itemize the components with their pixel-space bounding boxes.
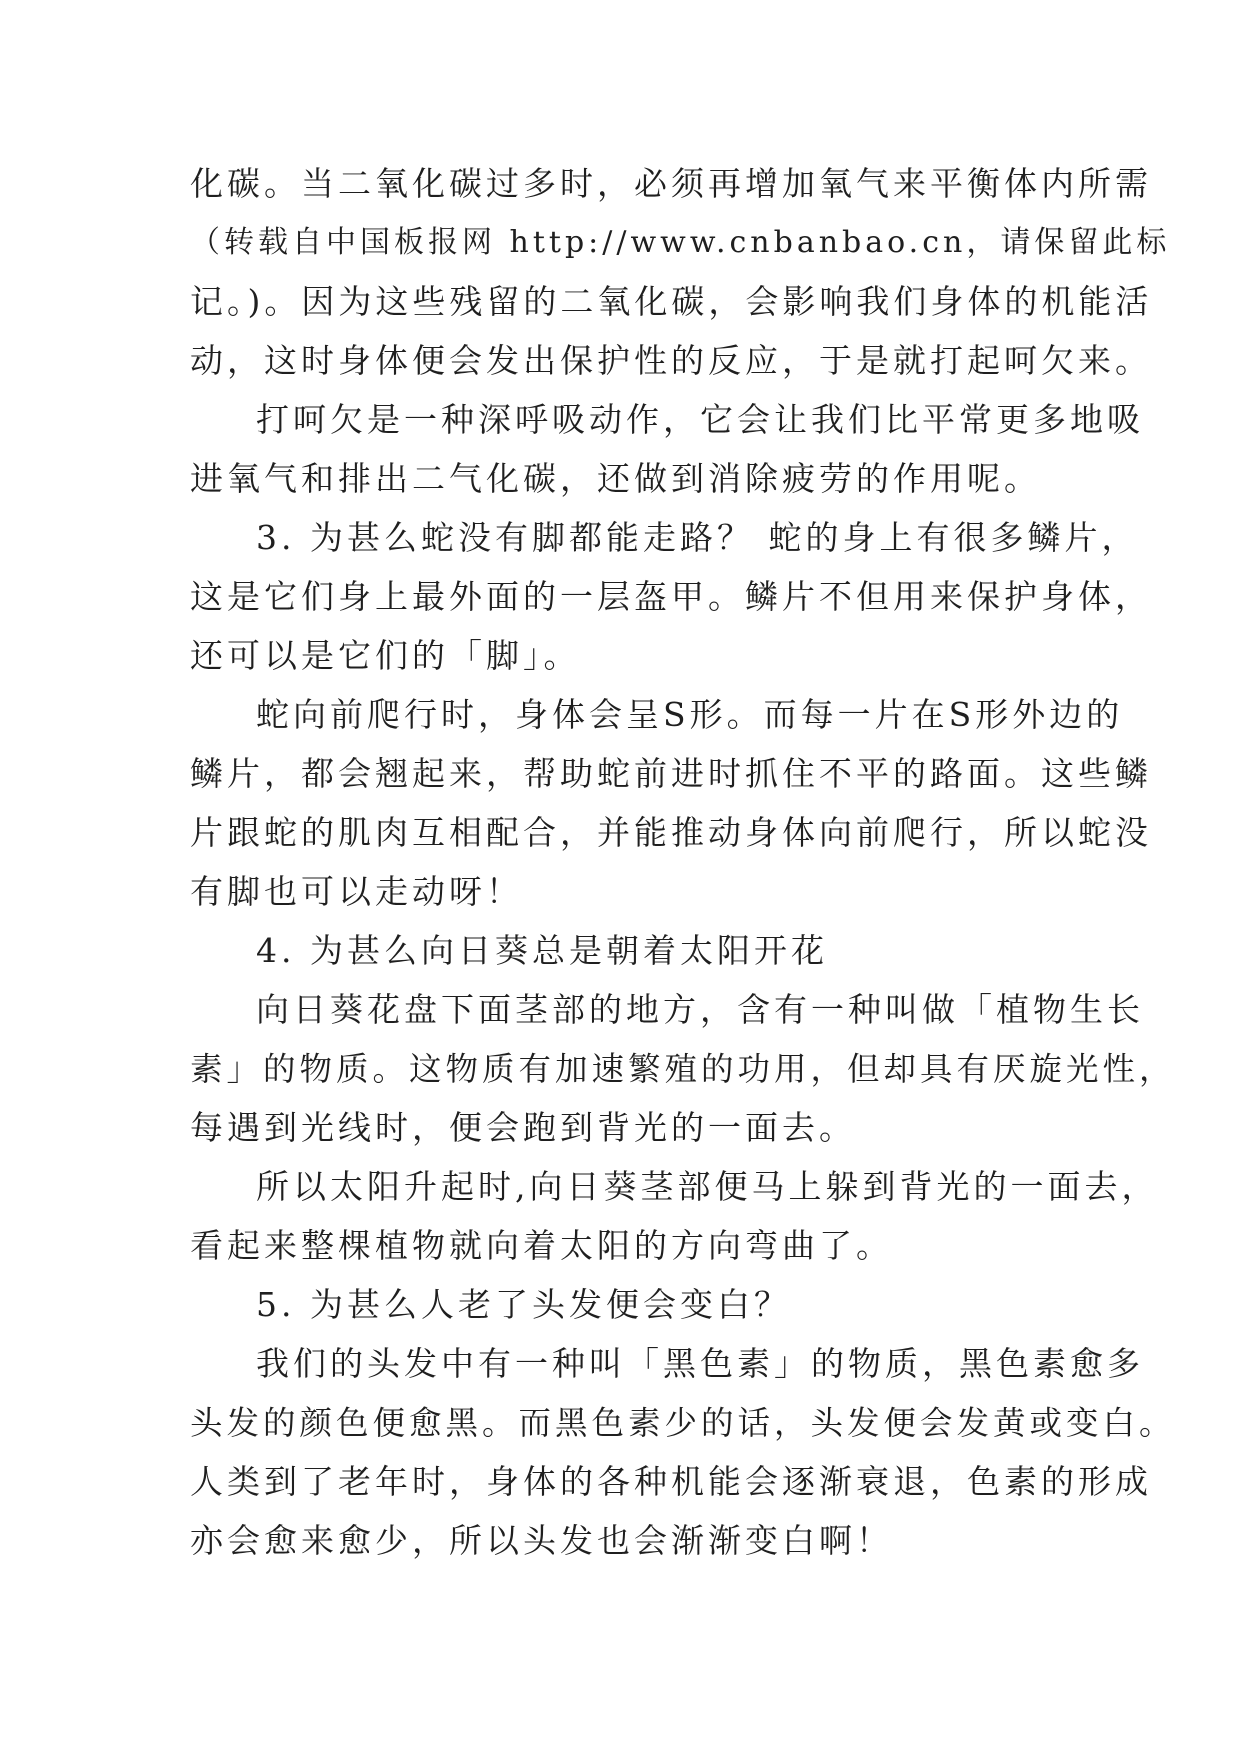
text-line: 打呵欠是一种深呼吸动作，它会让我们比平常更多地吸 [256,400,1144,439]
text-line: 片跟蛇的肌肉互相配合，并能推动身体向前爬行，所以蛇没 [190,813,1152,852]
text-line: 头发的颜色便愈黑。而黑色素少的话，头发便会发黄或变白。 [190,1404,1176,1442]
text-line: 进氧气和排出二气化碳，还做到消除疲劳的作用呢。 [190,459,1041,498]
text-line: 记。)。因为这些残留的二氧化碳，会影响我们身体的机能活 [190,282,1153,321]
text-line: 这是它们身上最外面的一层盔甲。鳞片不但用来保护身体， [190,577,1152,616]
section-heading-5: 5. 为甚么人老了头发便会变白？ [256,1285,791,1324]
text-line: 鳞片，都会翘起来，帮助蛇前进时抓住不平的路面。这些鳞 [190,754,1152,793]
section-heading-3: 3. 为甚么蛇没有脚都能走路？ 蛇的身上有很多鳞片， [256,518,1139,557]
text-line: 所以太阳升起时,向日葵茎部便马上躲到背光的一面去， [256,1167,1159,1206]
text-line: 还可以是它们的「脚」。 [190,636,581,675]
text-line: 化碳。当二氧化碳过多时，必须再增加氧气来平衡体内所需 [190,164,1152,203]
text-line: （转载自中国板报网 http://www.cnbanbao.cn，请保留此标 [190,225,1171,260]
text-line: 动，这时身体便会发出保护性的反应，于是就打起呵欠来。 [190,341,1152,380]
section-heading-4: 4. 为甚么向日葵总是朝着太阳开花 [256,931,828,970]
text-line: 每遇到光线时，便会跑到背光的一面去。 [190,1108,856,1147]
text-line: 向日葵花盘下面茎部的地方，含有一种叫做「植物生长 [256,990,1144,1029]
text-line: 素」的物质。这物质有加速繁殖的功用，但却具有厌旋光性， [190,1050,1176,1088]
text-line: 蛇向前爬行时，身体会呈S形。而每一片在S形外边的 [256,695,1124,734]
text-line: 我们的头发中有一种叫「黑色素」的物质，黑色素愈多 [256,1344,1144,1383]
text-line: 人类到了老年时，身体的各种机能会逐渐衰退，色素的形成 [190,1462,1152,1501]
text-line: 亦会愈来愈少，所以头发也会渐渐变白啊！ [190,1521,893,1560]
text-line: 有脚也可以走动呀！ [190,872,523,911]
text-line: 看起来整棵植物就向着太阳的方向弯曲了。 [190,1226,893,1265]
